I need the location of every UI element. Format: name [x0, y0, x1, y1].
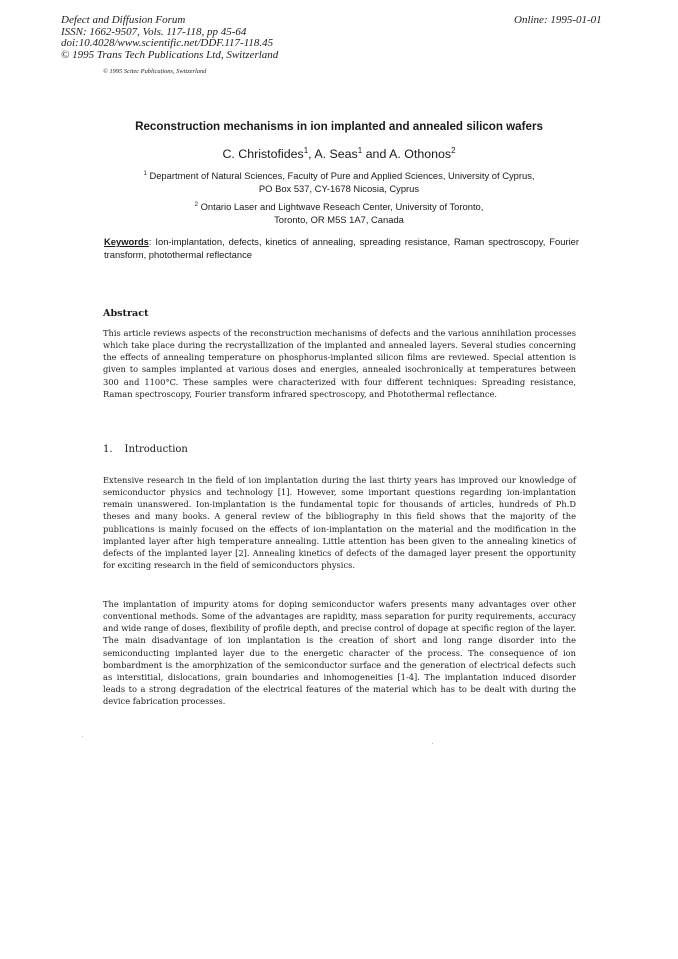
author-name: C. Christofides	[222, 147, 304, 162]
abstract-heading: Abstract	[103, 308, 149, 319]
author-separator: and	[362, 147, 390, 162]
author-separator: ,	[308, 147, 315, 162]
author-name: A. Seas	[314, 147, 358, 162]
publisher-copyright: © 1995 Scitec Publications, Switzerland	[103, 68, 207, 75]
scan-speck	[82, 736, 83, 737]
intro-paragraph-1: Extensive research in the field of ion implantation during the last thirty years has improved our knowledge of semiconductor physics and technology [1]. However, some important questions regarding ion-implantation remain unanswered. Ion-implantation is the fundamental topic for thousands of articles, hundreds of Ph.D theses and many books. A general review of the bibliography in this field shows that the majority of the publications is mainly focused on the effects of ion-implantation on the material and the modification in the implanted layer after high temperature annealing. Little attention has been given to the annealing kinetics of defects of the implanted layer [2]. Annealing kinetics of defects of the damaged layer present the opportunity for exciting research in the field of semiconductors physics.	[103, 475, 576, 571]
author-list	[0, 146, 678, 161]
author-affil-mark: 2	[451, 146, 456, 155]
section-heading-introduction	[103, 444, 188, 455]
copyright-line: © 1995 Trans Tech Publications Ltd, Switzerland	[61, 48, 279, 61]
citation-header	[61, 15, 278, 61]
author-name: A. Othonos	[389, 147, 452, 162]
author-affil-mark: 1	[303, 146, 309, 155]
issn-line: ISSN: 1662-9507, Vols. 117-118, pp 45-64	[61, 25, 247, 38]
keywords: Keywords: Ion-implantation, defects, kinetics of annealing, spreading resistance, Raman spectroscopy, Fourier transform, photothermal reflectance	[104, 236, 579, 260]
affiliation-2	[0, 199, 678, 226]
scan-speck	[432, 743, 433, 744]
affil-mark: 1	[143, 171, 147, 177]
affiliation-1	[0, 168, 678, 195]
author-affil-mark: 1	[357, 146, 363, 155]
online-date: Online: 1995-01-01	[514, 14, 602, 26]
affil-line: Ontario Laser and Lightwave Reseach Center, University of Toronto,	[200, 201, 484, 213]
abstract-text: This article reviews aspects of the reconstruction mechanisms of defects and the various annihilation processes which take place during the recrystallization of the implanted and annealed layers. Several studies concerning the effects of annealing temperature on phosphorus-implanted silicon films are reviewed. Special attention is given to samples implanted at various doses and energies, annealed isochronically at temperatures between 300 and 1100°C. These samples were characterized with four different techniques: Spreading resistance, Raman spectroscopy, Fourier transform infrared spectroscopy, and Photothermal reflectance.	[103, 328, 576, 399]
journal-name: Defect and Diffusion Forum	[61, 14, 186, 26]
paper-title: Reconstruction mechanisms in ion implanted and annealed silicon wafers	[135, 120, 543, 133]
doi-line: doi:10.4028/www.scientific.net/DDF.117-118.45	[61, 37, 274, 50]
affil-line: Toronto, OR M5S 1A7, Canada	[274, 213, 404, 225]
intro-paragraph-2: The implantation of impurity atoms for doping semiconductor wafers presents many advantages over other conventional methods. Some of the advantages are rapidity, mass separation for purity requirements, accuracy and wide range of doses, flexibility of profile depth, and precise control of dopage at specific region of the layer. The main disadvantage of ion implantation is the creation of short and long range disorder into the semiconducting implanted layer due to the energetic character of the process. The consequence of ion bombardment is the amorphization of the semiconductor surface and the generation of electrical defects such as interstitial, dislocations, grain boundaries and inhomogeneities [1-4]. The implantation induced disorder leads to a strong degradation of the electrical features of the material which has to be dealt with during the device fabrication processes.	[103, 599, 576, 707]
keywords-label: Keywords	[104, 236, 149, 247]
affil-line: Department of Natural Sciences, Faculty of Pure and Applied Sciences, University of Cyprus,	[149, 170, 535, 182]
section-number: 1.	[103, 444, 113, 455]
affil-line: PO Box 537, CY-1678 Nicosia, Cyprus	[258, 182, 420, 194]
section-title: Introduction	[124, 444, 188, 455]
keywords-text: Ion-implantation, defects, kinetics of annealing, spreading resistance, Raman spectroscopy, Fourier transform, photothermal reflectance	[104, 236, 579, 260]
affil-mark: 2	[194, 202, 198, 208]
